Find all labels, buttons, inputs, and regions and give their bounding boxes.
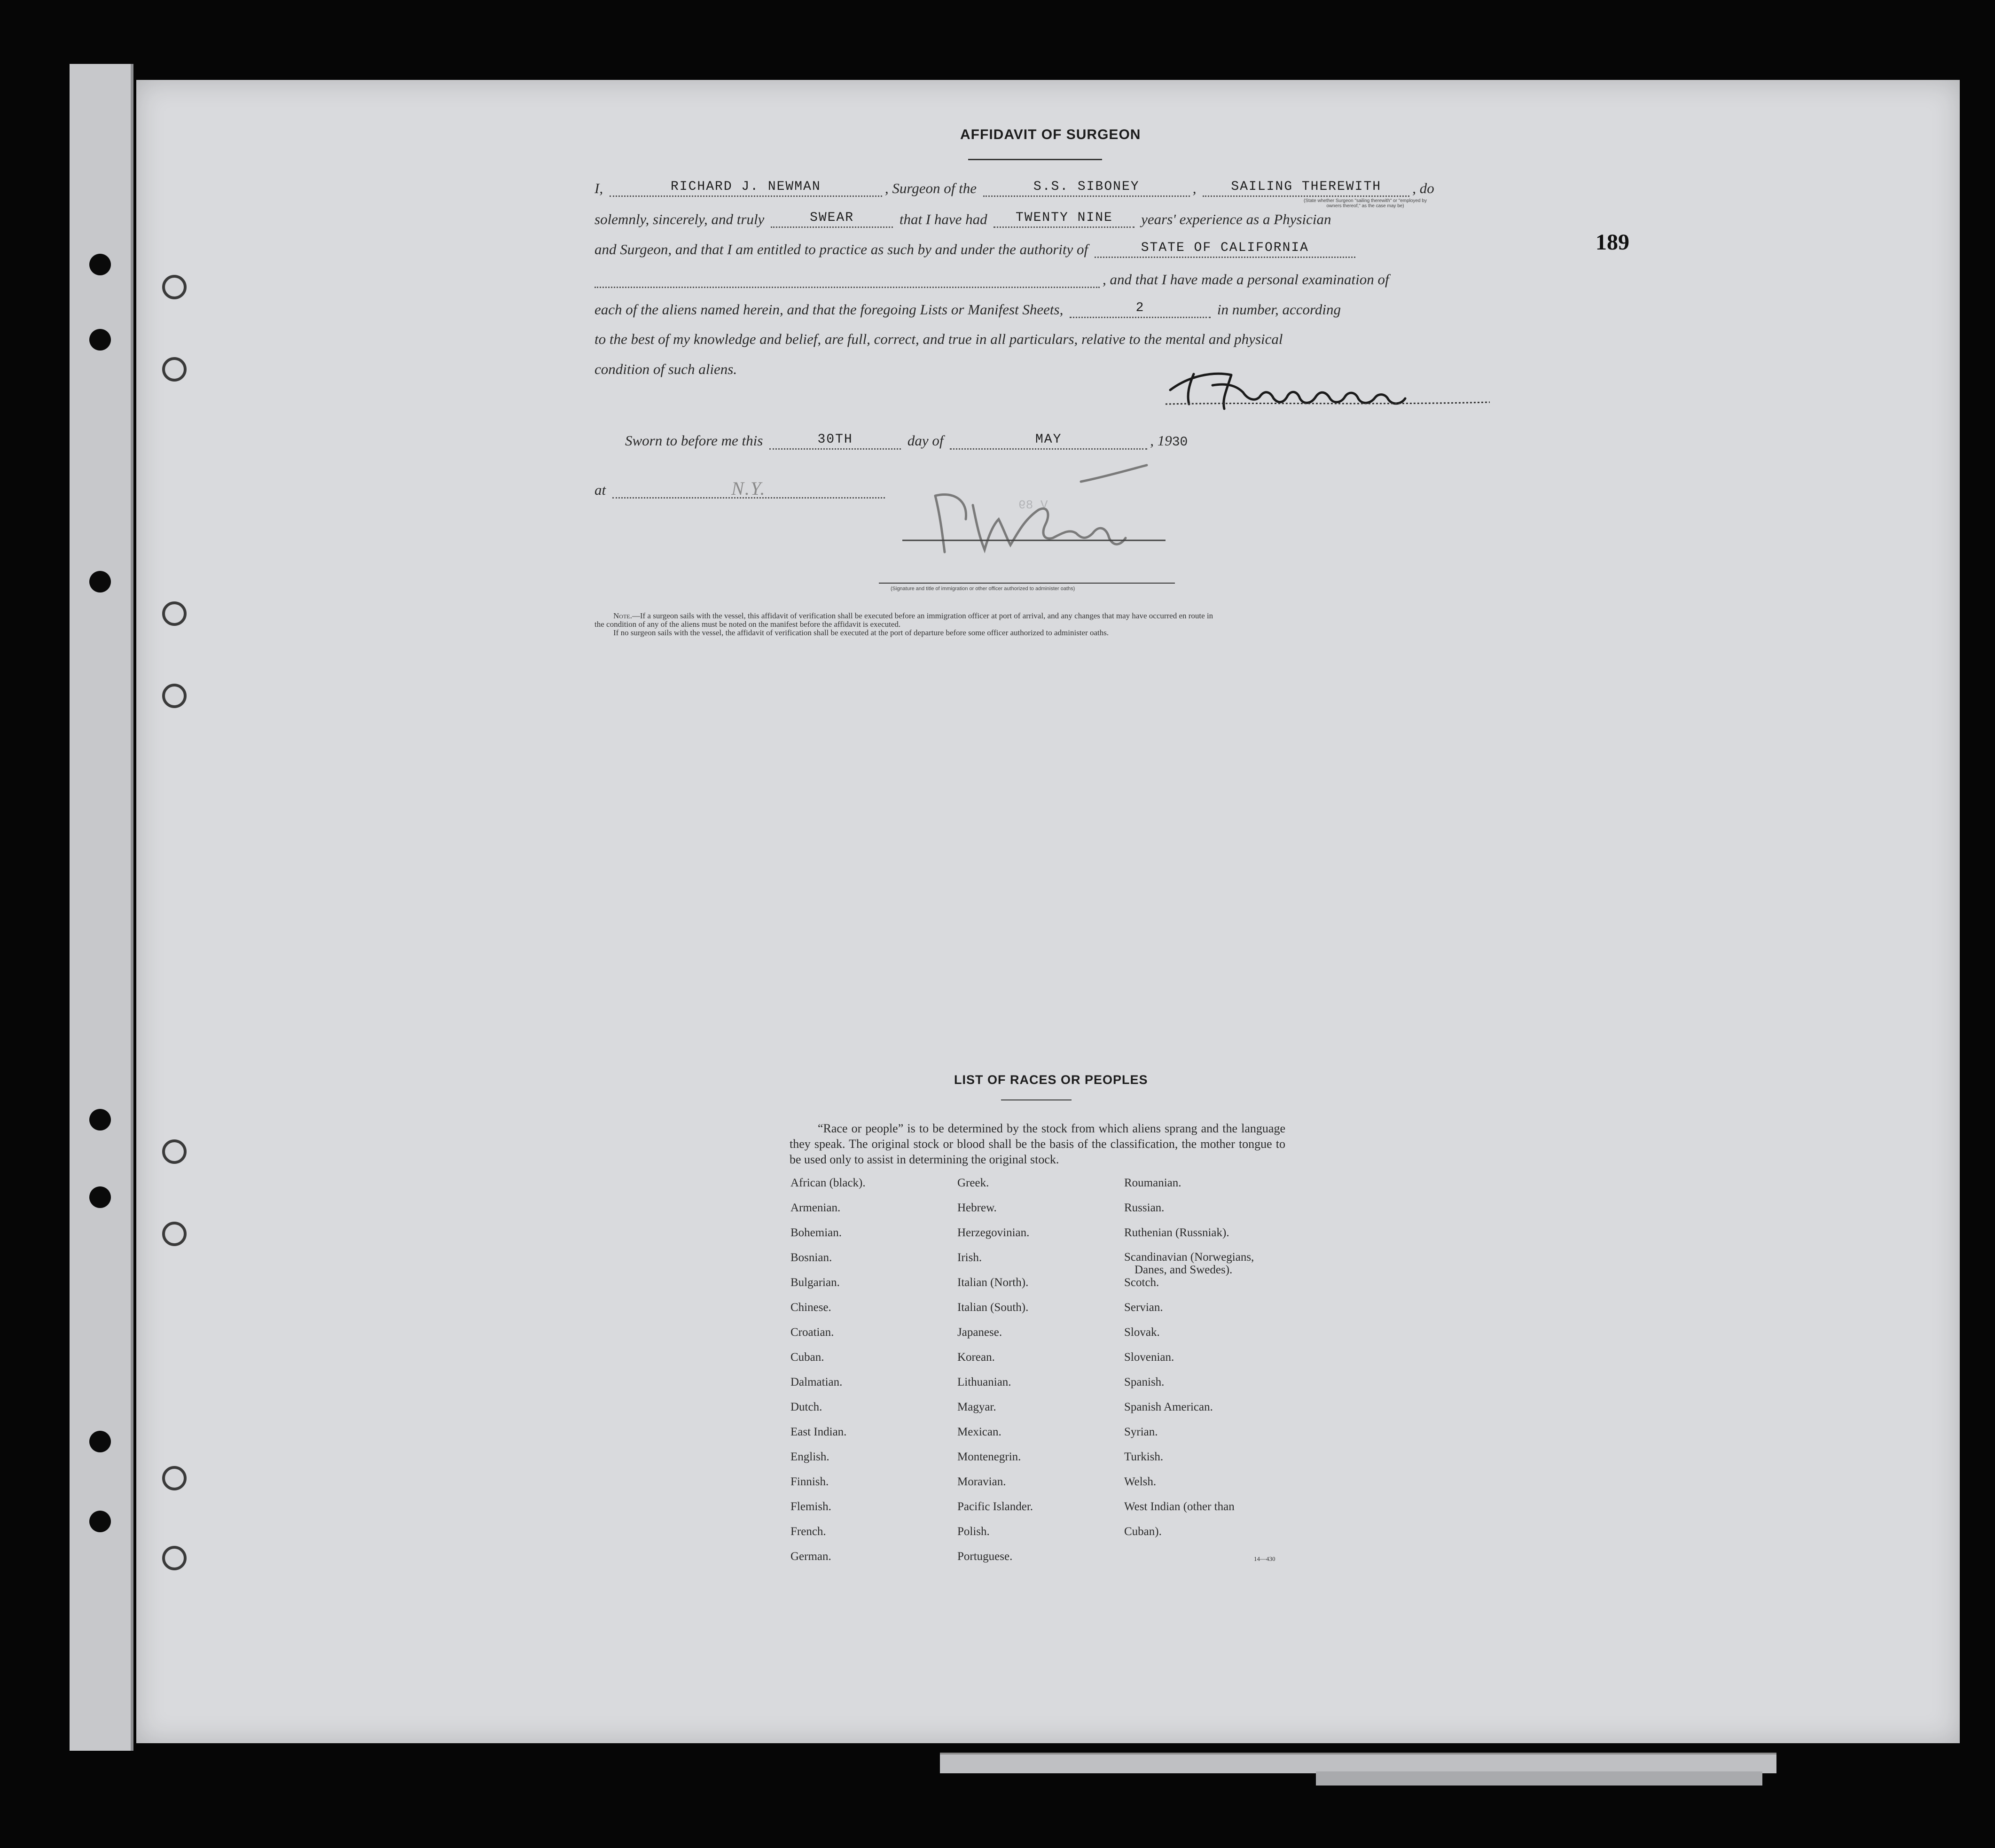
race-item: Hebrew. bbox=[957, 1201, 997, 1214]
race-item: Korean. bbox=[957, 1351, 995, 1364]
sheets-field bbox=[1070, 301, 1211, 318]
race-item: Pacific Islander. bbox=[957, 1500, 1033, 1513]
page-number: 189 bbox=[1596, 230, 1629, 255]
race-item: Finnish. bbox=[790, 1475, 829, 1488]
binder-hole bbox=[89, 571, 111, 593]
affidavit-line-3 bbox=[595, 241, 1358, 258]
race-item: Welsh. bbox=[1124, 1475, 1157, 1488]
number-label: in number, according bbox=[1217, 301, 1341, 318]
race-item: Cuban). bbox=[1124, 1525, 1162, 1538]
race-item: Herzegovinian. bbox=[957, 1226, 1030, 1239]
race-item: Bohemian. bbox=[790, 1226, 842, 1239]
race-item: Servian. bbox=[1124, 1301, 1163, 1314]
officer-signature bbox=[884, 463, 1222, 561]
affidavit-line-4 bbox=[595, 271, 1389, 288]
binder-hole bbox=[89, 329, 111, 351]
races-column-2 bbox=[957, 1176, 1033, 1575]
exam-label: , and that I have made a personal examination of bbox=[1103, 271, 1389, 288]
at-field bbox=[612, 478, 885, 499]
race-item: Armenian. bbox=[790, 1201, 841, 1214]
binder-hole bbox=[89, 1186, 111, 1208]
race-item: French. bbox=[790, 1525, 826, 1538]
affidavit-line-1: I, RICHARD J. NEWMAN , Surgeon of the S.S. SIBONEY , SAILING THEREWITH , do bbox=[595, 179, 1434, 196]
race-item: Moravian. bbox=[957, 1475, 1006, 1488]
condition-label: condition of such aliens. bbox=[595, 361, 737, 377]
authority-field bbox=[1095, 241, 1355, 258]
binder-ring bbox=[162, 1546, 187, 1570]
races-intro: “Race or people” is to be determined by the stock from which aliens sprang and the language they speak. The original stock or blood shall be the basis of the classification, the mother tongue to be used only to assist in determining the original stock. bbox=[790, 1122, 1285, 1166]
affidavit-title: AFFIDAVIT OF SURGEON bbox=[960, 127, 1141, 142]
do-label: , do bbox=[1412, 180, 1434, 196]
best-label: to the best of my knowledge and belief, are full, correct, and true in all particulars, relative to the mental and physical bbox=[595, 331, 1283, 347]
authority-value: STATE OF CALIFORNIA bbox=[1141, 241, 1309, 255]
binder-hole bbox=[89, 1109, 111, 1131]
binder-ring bbox=[162, 275, 187, 299]
race-item: Roumanian. bbox=[1124, 1177, 1181, 1189]
sailing-status: SAILING THEREWITH bbox=[1231, 179, 1382, 194]
binder-strip bbox=[70, 64, 133, 1751]
title-rule bbox=[968, 159, 1102, 160]
race-item: Spanish. bbox=[1124, 1376, 1165, 1388]
surgeon-signature bbox=[1161, 357, 1499, 413]
race-item: Slovak. bbox=[1124, 1326, 1160, 1339]
sheets-value: 2 bbox=[1135, 301, 1145, 315]
year-prefix: , 19 bbox=[1150, 432, 1172, 449]
officer-caption: (Signature and title of immigration or other officer authorized to administer oaths) bbox=[891, 586, 1075, 592]
race-item: Scotch. bbox=[1124, 1276, 1159, 1289]
vessel-field bbox=[983, 179, 1190, 197]
have-had-label: that I have had bbox=[899, 211, 987, 227]
day-field bbox=[769, 432, 901, 450]
day-value: 30TH bbox=[817, 432, 853, 447]
race-item: Bulgarian. bbox=[790, 1276, 840, 1289]
year-value: 30 bbox=[1172, 435, 1188, 450]
race-item: Slovenian. bbox=[1124, 1351, 1174, 1364]
race-item: English. bbox=[790, 1450, 829, 1463]
binder-ring bbox=[162, 1466, 187, 1490]
race-item: Spanish American. bbox=[1124, 1401, 1213, 1413]
race-item: Bosnian. bbox=[790, 1251, 832, 1264]
at-label: at bbox=[595, 482, 606, 498]
race-item: Montenegrin. bbox=[957, 1450, 1021, 1463]
at-line bbox=[595, 478, 888, 499]
race-item: Dutch. bbox=[790, 1401, 822, 1413]
race-item: Chinese. bbox=[790, 1301, 831, 1314]
surgeon-name: RICHARD J. NEWMAN bbox=[671, 179, 821, 194]
binder-ring bbox=[162, 1139, 187, 1164]
race-item: Russian. bbox=[1124, 1201, 1165, 1214]
bleed-through: V 89 bbox=[263, 498, 1048, 512]
race-item: Irish. bbox=[957, 1251, 982, 1264]
race-item: Flemish. bbox=[790, 1500, 831, 1513]
affidavit-line-7 bbox=[595, 361, 737, 378]
race-item: East Indian. bbox=[790, 1426, 847, 1438]
authority-continued-field bbox=[595, 271, 1100, 288]
years-field bbox=[994, 211, 1134, 228]
oath-value: SWEAR bbox=[810, 211, 854, 225]
race-item: West Indian (other than bbox=[1124, 1500, 1235, 1513]
race-item: Greek. bbox=[957, 1177, 989, 1189]
race-item: Portuguese. bbox=[957, 1550, 1013, 1563]
race-item: Cuban. bbox=[790, 1351, 824, 1364]
binder-hole bbox=[89, 1511, 111, 1532]
races-title: LIST OF RACES OR PEOPLES bbox=[954, 1073, 1148, 1087]
races-column-1 bbox=[790, 1176, 866, 1575]
vessel-name: S.S. SIBONEY bbox=[1033, 179, 1140, 194]
race-item: Dalmatian. bbox=[790, 1376, 843, 1388]
race-item: Mexican. bbox=[957, 1426, 1001, 1438]
affidavit-line-2 bbox=[595, 211, 1331, 228]
and-surgeon-label: and Surgeon, and that I am entitled to practice as such by and under the authority of bbox=[595, 241, 1088, 257]
affidavit-line-6 bbox=[595, 331, 1283, 348]
races-column-3 bbox=[1124, 1176, 1254, 1550]
race-item: Italian (North). bbox=[957, 1276, 1029, 1289]
form-number: 14—430 bbox=[1254, 1555, 1275, 1562]
binder-ring bbox=[162, 357, 187, 382]
binder-ring bbox=[162, 684, 187, 708]
race-item: Scandinavian (Norwegians, Danes, and Swedes). bbox=[1124, 1251, 1254, 1276]
race-item: Croatian. bbox=[790, 1326, 834, 1339]
affidavit-line-5 bbox=[595, 301, 1341, 318]
oath-field bbox=[771, 211, 893, 228]
affidavit-note: Note.—If a surgeon sails with the vessel, this affidavit of verification shall be executed before an immigration officer at port of arrival, and any changes that may have occurred en route in the condition of any of the aliens must be noted on the manifest before the affidavit is executed. If no surgeon sails with the vessel, the affidavit of verification shall be executed at the port of departure before some officer authorized to administer oaths. bbox=[595, 611, 1213, 637]
race-item: Ruthenian (Russniak). bbox=[1124, 1226, 1229, 1239]
race-item: Italian (South). bbox=[957, 1301, 1029, 1314]
month-field bbox=[950, 432, 1147, 450]
sworn-label: Sworn to before me this bbox=[625, 432, 763, 449]
race-item: Polish. bbox=[957, 1525, 990, 1538]
race-item: Japanese. bbox=[957, 1326, 1002, 1339]
race-item: Turkish. bbox=[1124, 1450, 1164, 1463]
race-item: Lithuanian. bbox=[957, 1376, 1011, 1388]
binder-ring bbox=[162, 1222, 187, 1246]
page-edge bbox=[1316, 1771, 1762, 1786]
sailing-field bbox=[1203, 179, 1409, 197]
note-label: Note. bbox=[613, 611, 632, 620]
surgeon-of-label: , Surgeon of the bbox=[884, 180, 977, 196]
race-item: German. bbox=[790, 1550, 831, 1563]
binder-hole bbox=[89, 254, 111, 275]
race-item: Magyar. bbox=[957, 1401, 996, 1413]
document-page bbox=[136, 80, 1960, 1743]
aliens-label: each of the aliens named herein, and that the foregoing Lists or Manifest Sheets, bbox=[595, 301, 1064, 318]
races-title-rule bbox=[1001, 1099, 1072, 1100]
race-item: African (black). bbox=[790, 1177, 866, 1189]
day-of-label: day of bbox=[907, 432, 944, 449]
sailing-note: (State whether Surgeon "sailing therewith" or "employed by owners thereof," as the case may be) bbox=[1304, 198, 1427, 209]
i-label: I, bbox=[595, 180, 603, 196]
sworn-line bbox=[625, 432, 1188, 450]
officer-rule bbox=[879, 583, 1175, 584]
solemnly-label: solemnly, sincerely, and truly bbox=[595, 211, 765, 227]
page-edge bbox=[940, 1753, 1776, 1773]
experience-label: years' experience as a Physician bbox=[1141, 211, 1331, 227]
at-value: N.Y. bbox=[731, 478, 766, 499]
years-value: TWENTY NINE bbox=[1015, 211, 1113, 225]
binder-hole bbox=[89, 1431, 111, 1452]
race-item: Syrian. bbox=[1124, 1426, 1158, 1438]
binder-ring bbox=[162, 601, 187, 626]
surgeon-name-field bbox=[610, 179, 882, 197]
month-value: MAY bbox=[1035, 432, 1062, 447]
